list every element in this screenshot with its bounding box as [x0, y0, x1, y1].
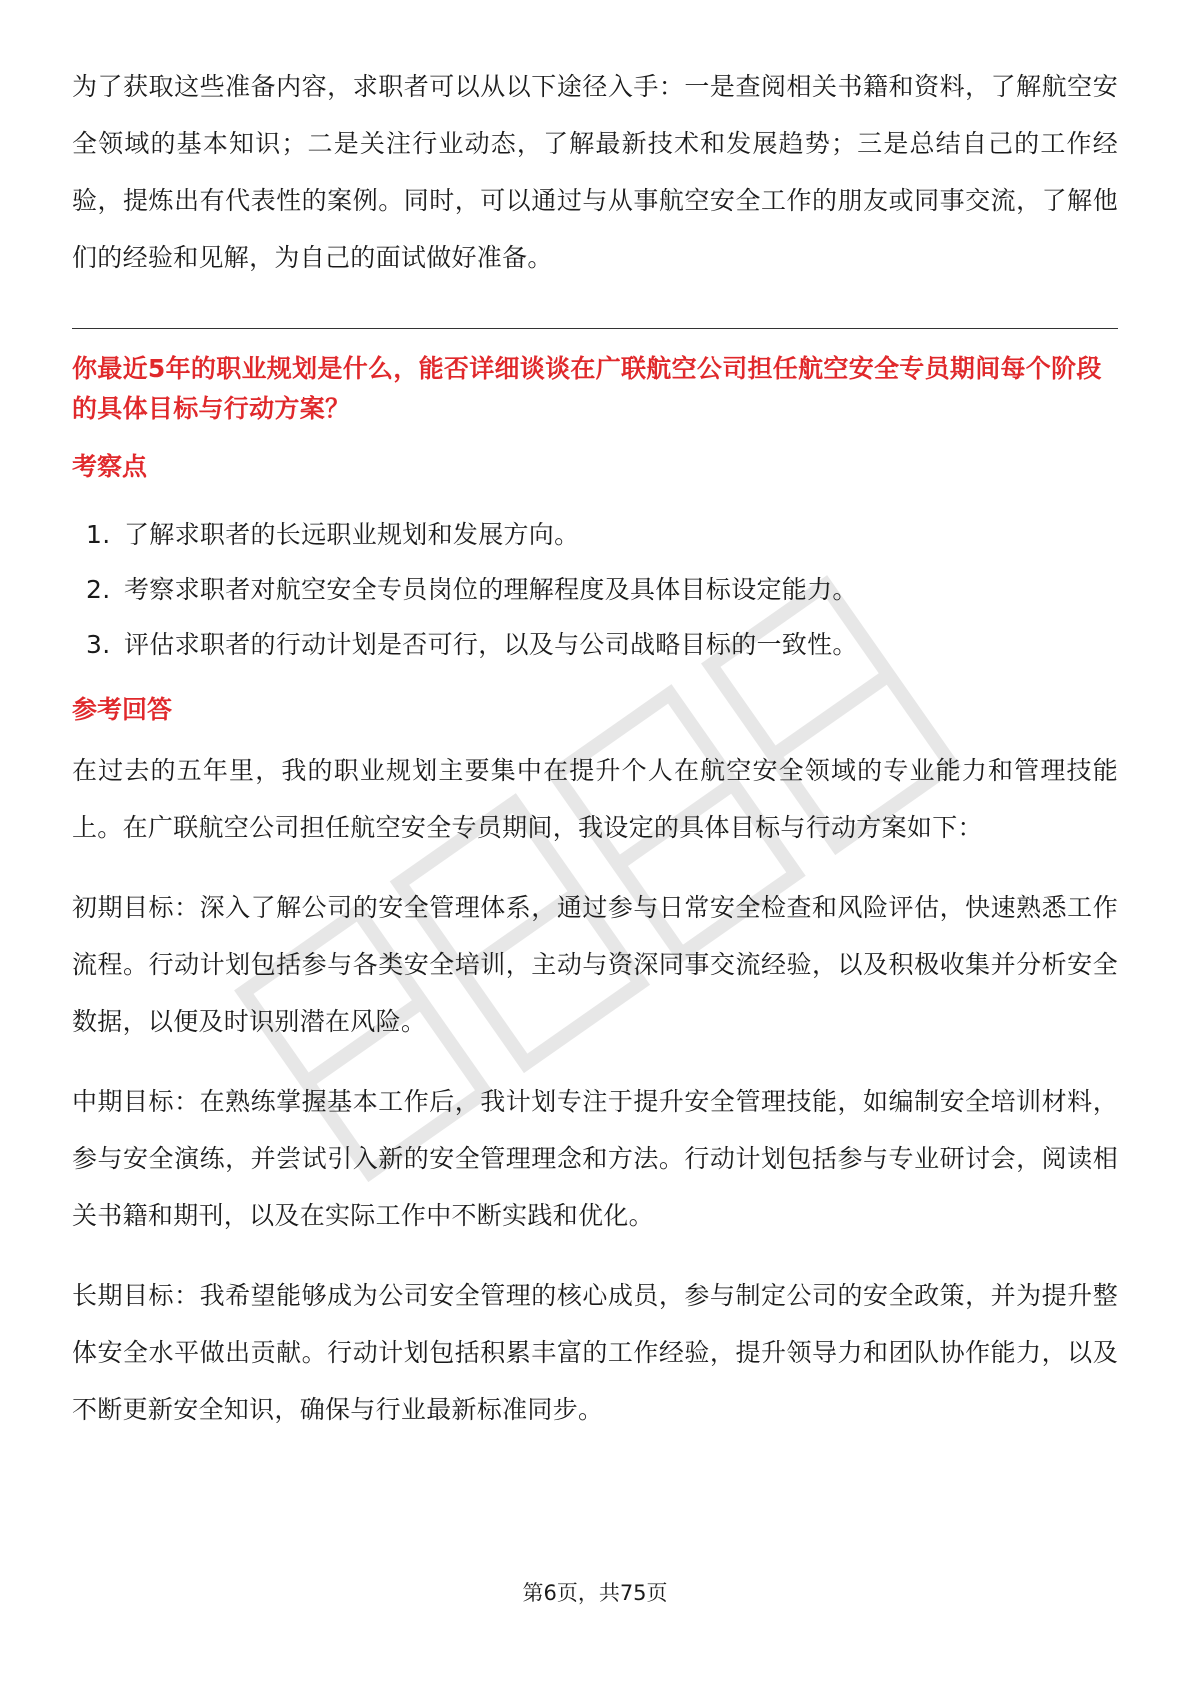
assessment-list — [72, 507, 1118, 672]
page-number-footer: 第6页，共75页 — [522, 1581, 668, 1605]
assessment-item-number: 1. — [86, 520, 111, 549]
assessment-title: 考察点 — [72, 452, 148, 481]
assessment-item — [72, 507, 1118, 562]
answer-paragraph: 初期目标：深入了解公司的安全管理体系，通过参与日常安全检查和风险评估，快速熟悉工作流程。行动计划包括参与各类安全培训，主动与资深同事交流经验，以及积极收集并分析安全数据，以便及时识别潜在风险。 — [72, 893, 1118, 1036]
answer-paragraph: 中期目标：在熟练掌握基本工作后，我计划专注于提升安全管理技能，如编制安全培训材料，参与安全演练，并尝试引入新的安全管理理念和方法。行动计划包括参与专业研讨会，阅读相关书籍和期刊，以及在实际工作中不断实践和优化。 — [72, 1087, 1118, 1230]
interview-question: 你最近5年的职业规划是什么，能否详细谈谈在广联航空公司担任航空安全专员期间每个阶段的具体目标与行动方案？ — [72, 354, 1102, 423]
assessment-item-number: 2. — [86, 575, 111, 604]
intro-paragraph: 为了获取这些准备内容，求职者可以从以下途径入手：一是查阅相关书籍和资料，了解航空安全领域的基本知识；二是关注行业动态，了解最新技术和发展趋势；三是总结自己的工作经验，提炼出有代表性的案例。同时，可以通过与从事航空安全工作的朋友或同事交流，了解他们的经验和见解，为自己的面试做好准备。 — [72, 72, 1118, 272]
assessment-item-text: 了解求职者的长远职业规划和发展方向。 — [124, 520, 580, 549]
assessment-item — [72, 617, 1118, 672]
main-content — [72, 58, 1118, 1461]
assessment-item-text: 评估求职者的行动计划是否可行，以及与公司战略目标的一致性。 — [124, 630, 858, 659]
answer-paragraph: 在过去的五年里，我的职业规划主要集中在提升个人在航空安全领域的专业能力和管理技能上。在广联航空公司担任航空安全专员期间，我设定的具体目标与行动方案如下： — [72, 756, 1118, 842]
assessment-item-text: 考察求职者对航空安全专员岗位的理解程度及具体目标设定能力。 — [124, 575, 858, 604]
answer-title: 参考回答 — [72, 695, 173, 724]
assessment-item-number: 3. — [86, 630, 111, 659]
answer-paragraph: 长期目标：我希望能够成为公司安全管理的核心成员，参与制定公司的安全政策，并为提升整体安全水平做出贡献。行动计划包括积累丰富的工作经验，提升领导力和团队协作能力，以及不断更新安全知识，确保与行业最新标准同步。 — [72, 1281, 1118, 1424]
assessment-item — [72, 562, 1118, 617]
section-divider — [72, 328, 1118, 329]
